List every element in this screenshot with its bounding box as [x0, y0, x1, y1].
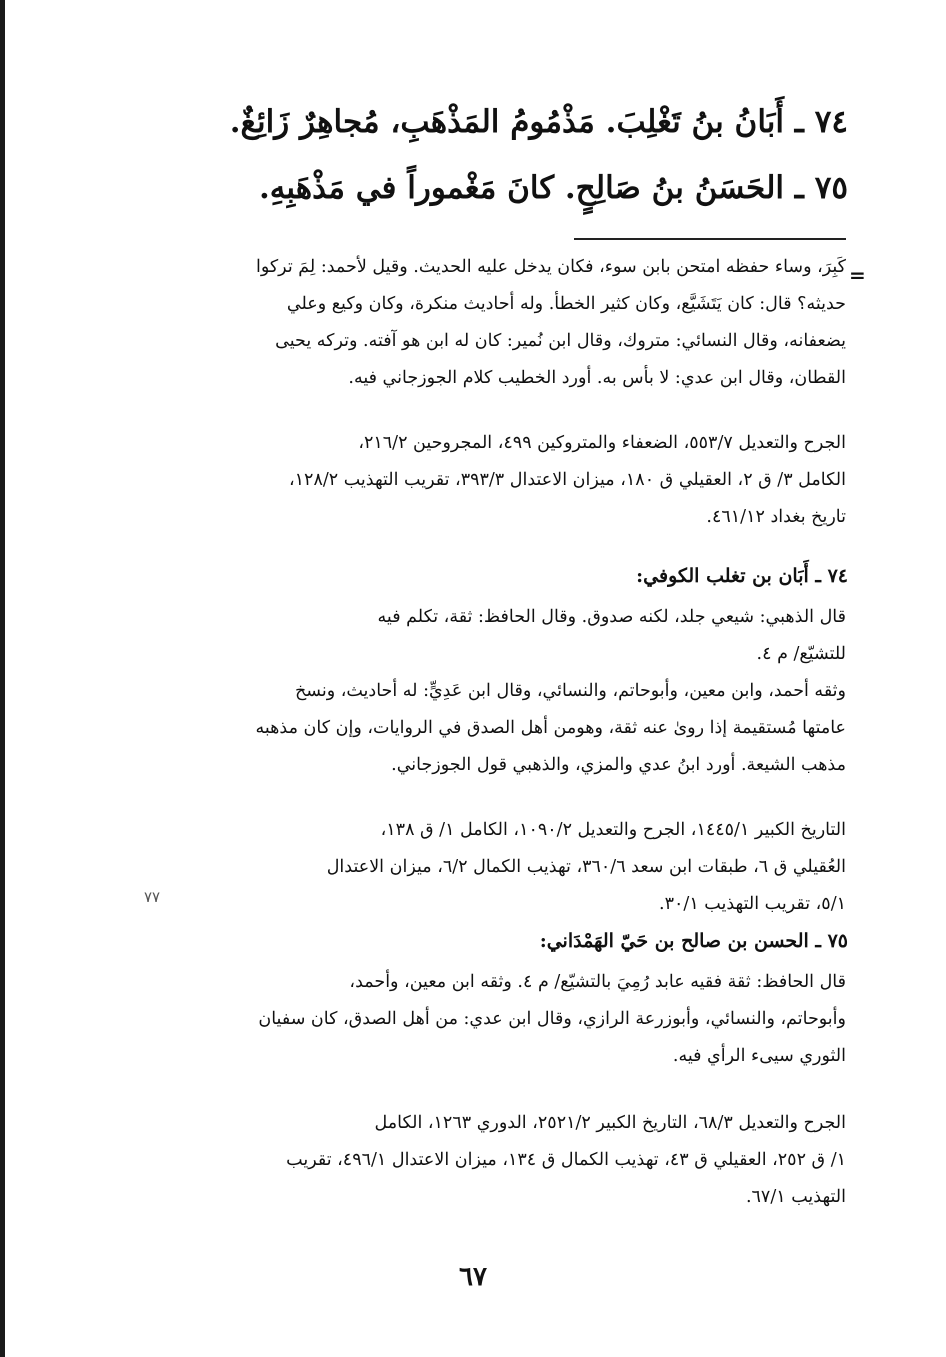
note-75-text — [140, 964, 846, 1075]
text-line: قال الحافظ: ثقة فقيه عابد رُمِيَ بالتشيّع/ م ٤. وثقه ابن معين، وأحمد، — [349, 972, 846, 992]
text-line: حديثه؟ قال: كان يَتَشَيَّع، وكان كثير الخطأ. وله أحاديث منكرة، وكان وكيع وعلي — [286, 294, 846, 314]
reference-line: الجرح والتعديل ٥٥٣/٧، الضعفاء والمتروكين ٤٩٩، المجروحين ٢١٦/٢، — [358, 433, 846, 453]
reference-line: تاريخ بغداد ٤٦١/١٢. — [706, 507, 846, 527]
entry-74: ٧٤ ـ أَبَانُ بنُ تَغْلِبَ. مَذْمُومُ المَذْهَبِ، مُجاهِرٌ زَائِغٌ. — [229, 104, 848, 140]
text-line: كَبِرَ، وساء حفظه امتحن بابن سوء، فكان يدخل عليه الحديث. وقيل لأحمد: لِمَ تركوا — [255, 257, 846, 277]
text-line: القطان، وقال ابن عدي: لا بأس به. أورد الخطيب كلام الجوزجاني فيه. — [348, 368, 846, 388]
text-line: قال الذهبي: شيعي جلد، لكنه صدوق. وقال الحافظ: ثقة، تكلم فيه — [377, 607, 846, 627]
reference-line: التاريخ الكبير ١٤٤٥/١، الجرح والتعديل ١٠٩٠/٢، الكامل ١/ ق ١٣٨، — [380, 820, 846, 840]
text-line: وأبوحاتم، والنسائي، وأبوزرعة الرازي، وقال ابن عدي: من أهل الصدق، كان سفيان — [258, 1009, 846, 1029]
footnote-separator — [574, 238, 846, 240]
entry-75: ٧٥ ـ الحَسَنُ بنُ صَالِحٍ. كانَ مَغْموراً في مَذْهَبِهِ. — [259, 170, 848, 206]
continuation-mark: = — [849, 263, 866, 287]
text-line: يضعفانه، وقال النسائي: متروك، وقال ابن نُمير: كان له ابن هو آفته. وتركه يحيى — [275, 331, 846, 351]
note-74-refs — [140, 812, 846, 923]
text-line: الثوري سيىء الرأي فيه. — [672, 1046, 846, 1066]
reference-line: التهذيب ٦٧/١. — [745, 1187, 846, 1207]
reference-line: الجرح والتعديل ٦٨/٣، التاريخ الكبير ٢٥٢١/٢، الدوري ١٢٦٣، الكامل — [374, 1113, 846, 1133]
note-74-text — [140, 599, 846, 784]
note-75-refs — [140, 1105, 846, 1216]
note-74-heading: ٧٤ ـ أَبَان بن تغلب الكوفي: — [636, 565, 848, 587]
margin-number: ٧٧ — [144, 888, 161, 906]
reference-line: الكامل ٣/ ق ٢، العقيلي ق ١٨٠، ميزان الاعتدال ٣٩٣/٣، تقريب التهذيب ١٢٨/٢، — [288, 470, 846, 490]
reference-line: ٥/١، تقريب التهذيب ٣٠/١. — [659, 894, 846, 914]
text-line: وثقه أحمد، وابن معين، وأبوحاتم، والنسائي، وقال ابن عَدِيٍّ: له أحاديث، ونسخ — [294, 681, 846, 701]
reference-line: العُقيلي ق ٦، طبقات ابن سعد ٣٦٠/٦، تهذيب الكمال ٦/٢، ميزان الاعتدال — [326, 857, 846, 877]
footnote-continued-text — [140, 249, 846, 397]
text-line: عامتها مُستقيمة إذا روىٰ عنه ثقة، وهومن أهل الصدق في الروايات، وإن كان مذهبه — [255, 718, 846, 738]
page-edge-rule — [0, 0, 5, 1357]
note-75-heading: ٧٥ ـ الحسن بن صالح بن حَيّ الهَمْدَاني: — [539, 930, 848, 952]
footnote-continued-refs — [140, 425, 846, 536]
reference-line: ١/ ق ٢٥٢، العقيلي ق ٤٣، تهذيب الكمال ق ١٣٤، ميزان الاعتدال ٤٩٦/١، تقريب — [286, 1150, 846, 1170]
text-line: للتشيّع/ م ٤. — [756, 644, 846, 664]
page-number: ٦٧ — [459, 1262, 487, 1292]
text-line: مذهب الشيعة. أورد ابنُ عدي والمزي، والذهبي قول الجوزجاني. — [391, 755, 846, 775]
